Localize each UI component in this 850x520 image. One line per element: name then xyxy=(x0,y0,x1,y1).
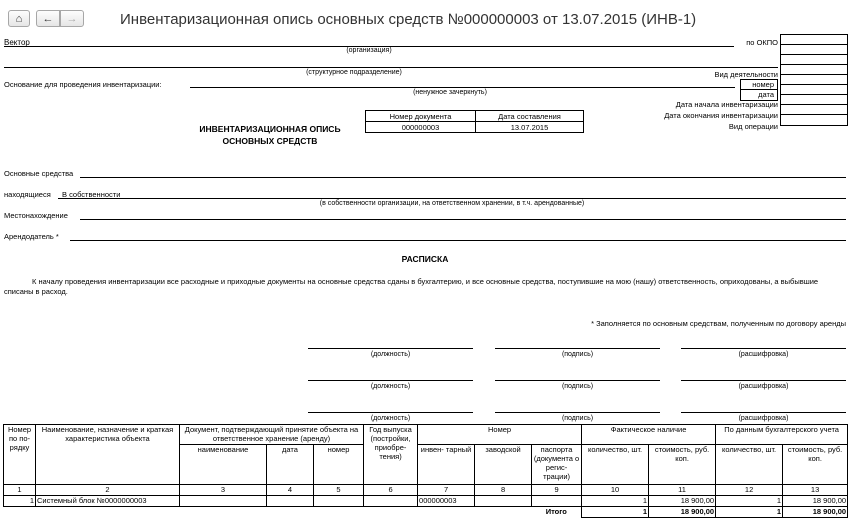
located-label: находящиеся xyxy=(4,190,51,199)
sig1-signature-caption: (подпись) xyxy=(561,351,594,358)
total-row xyxy=(4,507,848,518)
sig3-position-caption: (должность) xyxy=(370,415,411,422)
caption-org: (организация) xyxy=(346,47,392,54)
back-button[interactable] xyxy=(36,10,60,27)
row-inv: 000000003 xyxy=(418,496,475,507)
activity-label: Вид деятельности xyxy=(714,70,778,79)
colnum: 13 xyxy=(783,485,848,496)
lessor-label: Арендодатель * xyxy=(4,232,59,241)
sig1-position-caption: (должность) xyxy=(370,351,411,358)
sig3-signature-line xyxy=(495,412,660,413)
header-factory: заводской xyxy=(475,445,532,485)
header-inv: инвен- тарный xyxy=(418,445,475,485)
form-title-line1: ИНВЕНТАРИЗАЦИОННАЯ ОПИСЬ xyxy=(199,124,341,134)
division-line xyxy=(4,67,778,68)
header-cost-fact: стоимость, руб. коп. xyxy=(649,445,716,485)
org-name: Вектор xyxy=(4,38,30,47)
page-title: Инвентаризационная опись основных средств №000000003 от 13.07.2015 (ИНВ-1) xyxy=(120,11,697,28)
caption-division: (структурное подразделение) xyxy=(306,69,402,76)
header-doc-name: наименование xyxy=(180,445,267,485)
row-qty-acc: 1 xyxy=(716,496,783,507)
colnum: 10 xyxy=(582,485,649,496)
header-cost-acc: стоимость, руб. коп. xyxy=(783,445,848,485)
colnum: 9 xyxy=(532,485,582,496)
colnum: 4 xyxy=(267,485,314,496)
assets-table xyxy=(3,424,848,518)
sig1-signature-line xyxy=(495,348,660,349)
colnum: 7 xyxy=(418,485,475,496)
table-row[interactable] xyxy=(4,496,848,507)
sig2-signature-line xyxy=(495,380,660,381)
okpo-label: по ОКПО xyxy=(746,38,778,47)
sig2-position-line xyxy=(308,380,473,381)
colnum-row xyxy=(4,485,848,496)
form-title-line2: ОСНОВНЫХ СРЕДСТВ xyxy=(222,136,318,146)
colnum: 2 xyxy=(36,485,180,496)
back-arrow-icon: ← xyxy=(42,12,54,25)
located-value: В собственности xyxy=(62,190,121,199)
location-label: Местонахождение xyxy=(4,211,68,220)
footnote: * Заполняется по основным средствам, полученным по договору аренды xyxy=(591,319,846,328)
sig1-position-line xyxy=(308,348,473,349)
operation-label: Вид операции xyxy=(728,122,778,131)
header-qty-acc: количество, шт. xyxy=(716,445,783,485)
colnum: 6 xyxy=(364,485,418,496)
doc-number: 000000003 xyxy=(366,122,476,133)
header-name: Наименование, назначение и краткая характеристика объекта xyxy=(36,425,180,485)
doc-date: 13.07.2015 xyxy=(476,122,584,133)
inv-start-label: Дата начала инвентаризации xyxy=(675,100,778,109)
sig1-decoding-line xyxy=(681,348,846,349)
form-title xyxy=(180,123,360,147)
sig2-decoding-line xyxy=(681,380,846,381)
receipt-title: РАСПИСКА xyxy=(401,254,449,264)
sig3-decoding-line xyxy=(681,412,846,413)
row-cost-acc: 18 900,00 xyxy=(783,496,848,507)
header-qty-fact: количество, шт. xyxy=(582,445,649,485)
total-qty-fact: 1 xyxy=(582,507,649,518)
row-cost-fact: 18 900,00 xyxy=(649,496,716,507)
header-doc: Документ, подтверждающий принятие объекта на ответственное хранение (аренду) xyxy=(180,425,364,445)
header-actual: Фактическое наличие xyxy=(582,425,716,445)
codes-box xyxy=(780,34,848,126)
located-line xyxy=(58,198,846,199)
home-icon: ⌂ xyxy=(15,12,23,25)
date-label: дата xyxy=(758,90,774,99)
basis-label: Основание для проведения инвентаризации: xyxy=(4,80,162,89)
header-accounting: По данным бухгалтерского учета xyxy=(716,425,848,445)
lessor-line xyxy=(70,240,846,241)
inv-end-label: Дата окончания инвентаризации xyxy=(664,111,778,120)
total-cost-fact: 18 900,00 xyxy=(649,507,716,518)
header-number: Номер xyxy=(418,425,582,445)
caption-strike: (ненужное зачеркнуть) xyxy=(413,89,487,96)
receipt-text: К началу проведения инвентаризации все расходные и приходные документы на основные средства сданы в бухгалтерию, и все основные средства, поступившие на мою (нашу) ответственность, оприходованы, а выбывшие списаны в расход. xyxy=(4,277,819,296)
colnum: 8 xyxy=(475,485,532,496)
doc-header-date: Дата составления xyxy=(476,111,584,122)
total-label: Итого xyxy=(545,507,567,516)
row-num: 1 xyxy=(4,496,36,507)
colnum: 1 xyxy=(4,485,36,496)
fixed-assets-label: Основные средства xyxy=(4,169,74,178)
location-line xyxy=(80,219,846,220)
forward-arrow-icon: → xyxy=(66,12,78,25)
doc-header-number: Номер документа xyxy=(366,111,476,122)
number-label: номер xyxy=(741,80,777,90)
row-name: Системный блок №0000000003 xyxy=(36,496,180,507)
sig3-signature-caption: (подпись) xyxy=(561,415,594,422)
header-num: Номер по по- рядку xyxy=(4,425,36,485)
colnum: 12 xyxy=(716,485,783,496)
doc-number-box xyxy=(365,110,584,133)
header-doc-date: дата xyxy=(267,445,314,485)
sig3-position-line xyxy=(308,412,473,413)
sig2-signature-caption: (подпись) xyxy=(561,383,594,390)
forward-button[interactable] xyxy=(60,10,84,27)
colnum: 3 xyxy=(180,485,267,496)
sig2-decoding-caption: (расшифровка) xyxy=(738,383,789,390)
sig3-decoding-caption: (расшифровка) xyxy=(738,415,789,422)
sig2-position-caption: (должность) xyxy=(370,383,411,390)
basis-box xyxy=(740,79,778,101)
total-qty-acc: 1 xyxy=(716,507,783,518)
caption-ownership: (в собственности организации, на ответственном хранении, в т.ч. арендованные) xyxy=(319,200,585,207)
colnum: 11 xyxy=(649,485,716,496)
colnum: 5 xyxy=(314,485,364,496)
home-button[interactable] xyxy=(8,10,30,27)
fixed-assets-line xyxy=(80,177,846,178)
row-qty-fact: 1 xyxy=(582,496,649,507)
header-doc-number: номер xyxy=(314,445,364,485)
total-cost-acc: 18 900,00 xyxy=(783,507,848,518)
basis-line xyxy=(190,87,735,88)
sig1-decoding-caption: (расшифровка) xyxy=(738,351,789,358)
header-year: Год выпуска (постройки, приобре- тения) xyxy=(364,425,418,485)
header-passport: паспорта (документа о регис- трации) xyxy=(532,445,582,485)
